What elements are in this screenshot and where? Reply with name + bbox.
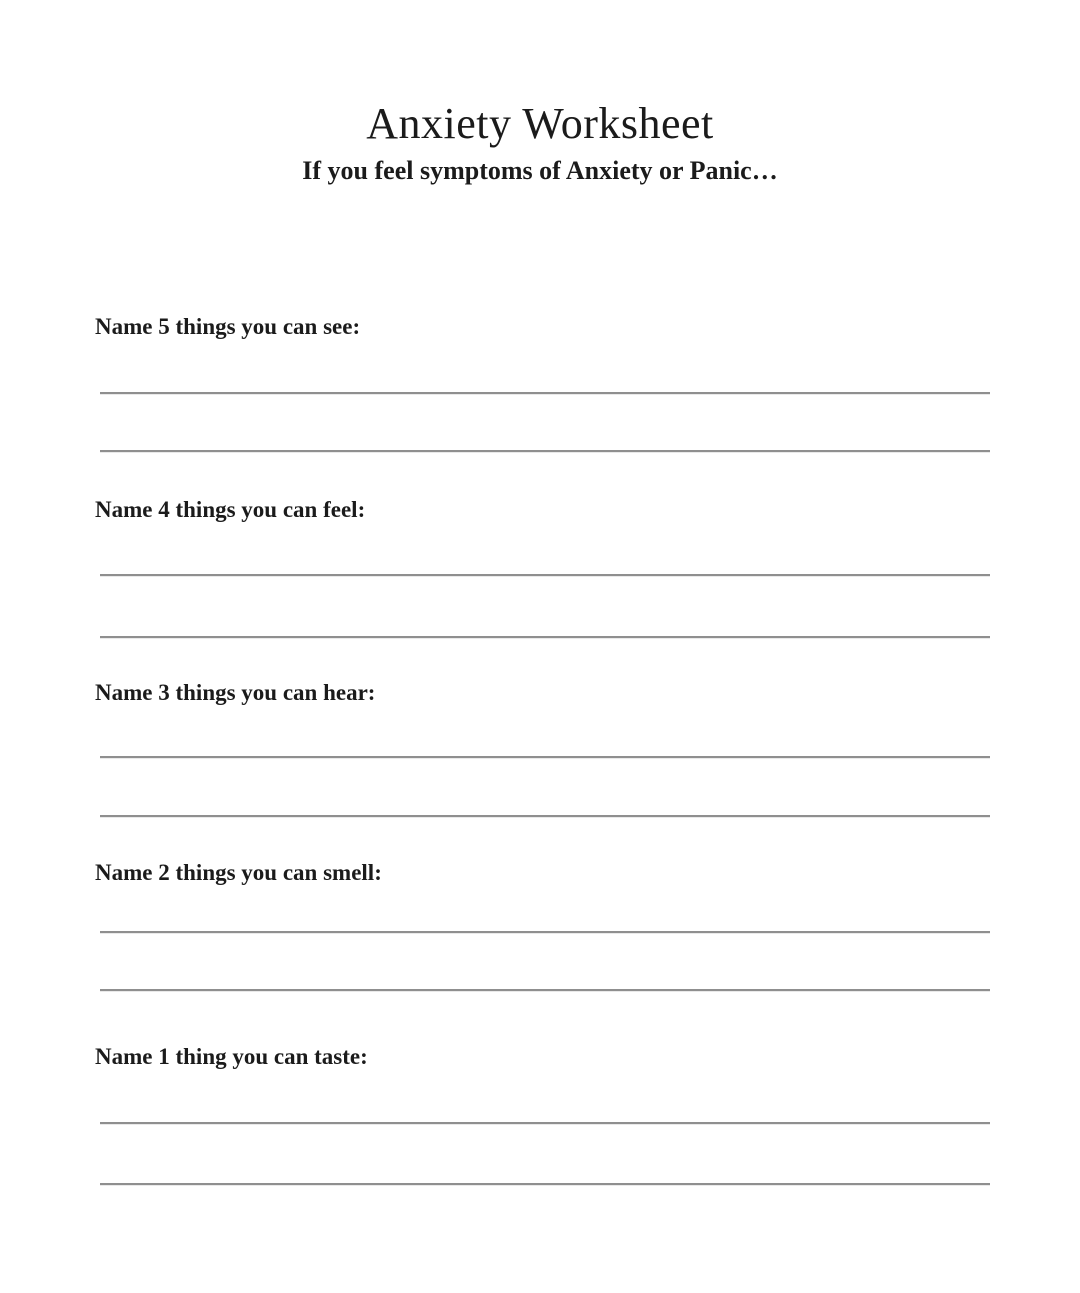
section-label-hear: Name 3 things you can hear: [95,680,376,705]
page-title: Anxiety Worksheet [366,99,714,148]
answer-line[interactable] [100,756,990,759]
page-subtitle: If you feel symptoms of Anxiety or Panic… [302,156,778,185]
section-label-feel: Name 4 things you can feel: [95,497,366,522]
answer-line[interactable] [100,392,990,395]
answer-line[interactable] [100,1183,990,1186]
section-label-smell: Name 2 things you can smell: [95,860,382,885]
answer-line[interactable] [100,636,990,639]
answer-line[interactable] [100,989,990,992]
answer-line[interactable] [100,815,990,818]
answer-line[interactable] [100,450,990,453]
answer-line[interactable] [100,931,990,934]
answer-line[interactable] [100,574,990,577]
answer-line[interactable] [100,1122,990,1125]
section-label-see: Name 5 things you can see: [95,314,361,339]
section-label-taste: Name 1 thing you can taste: [95,1044,368,1069]
